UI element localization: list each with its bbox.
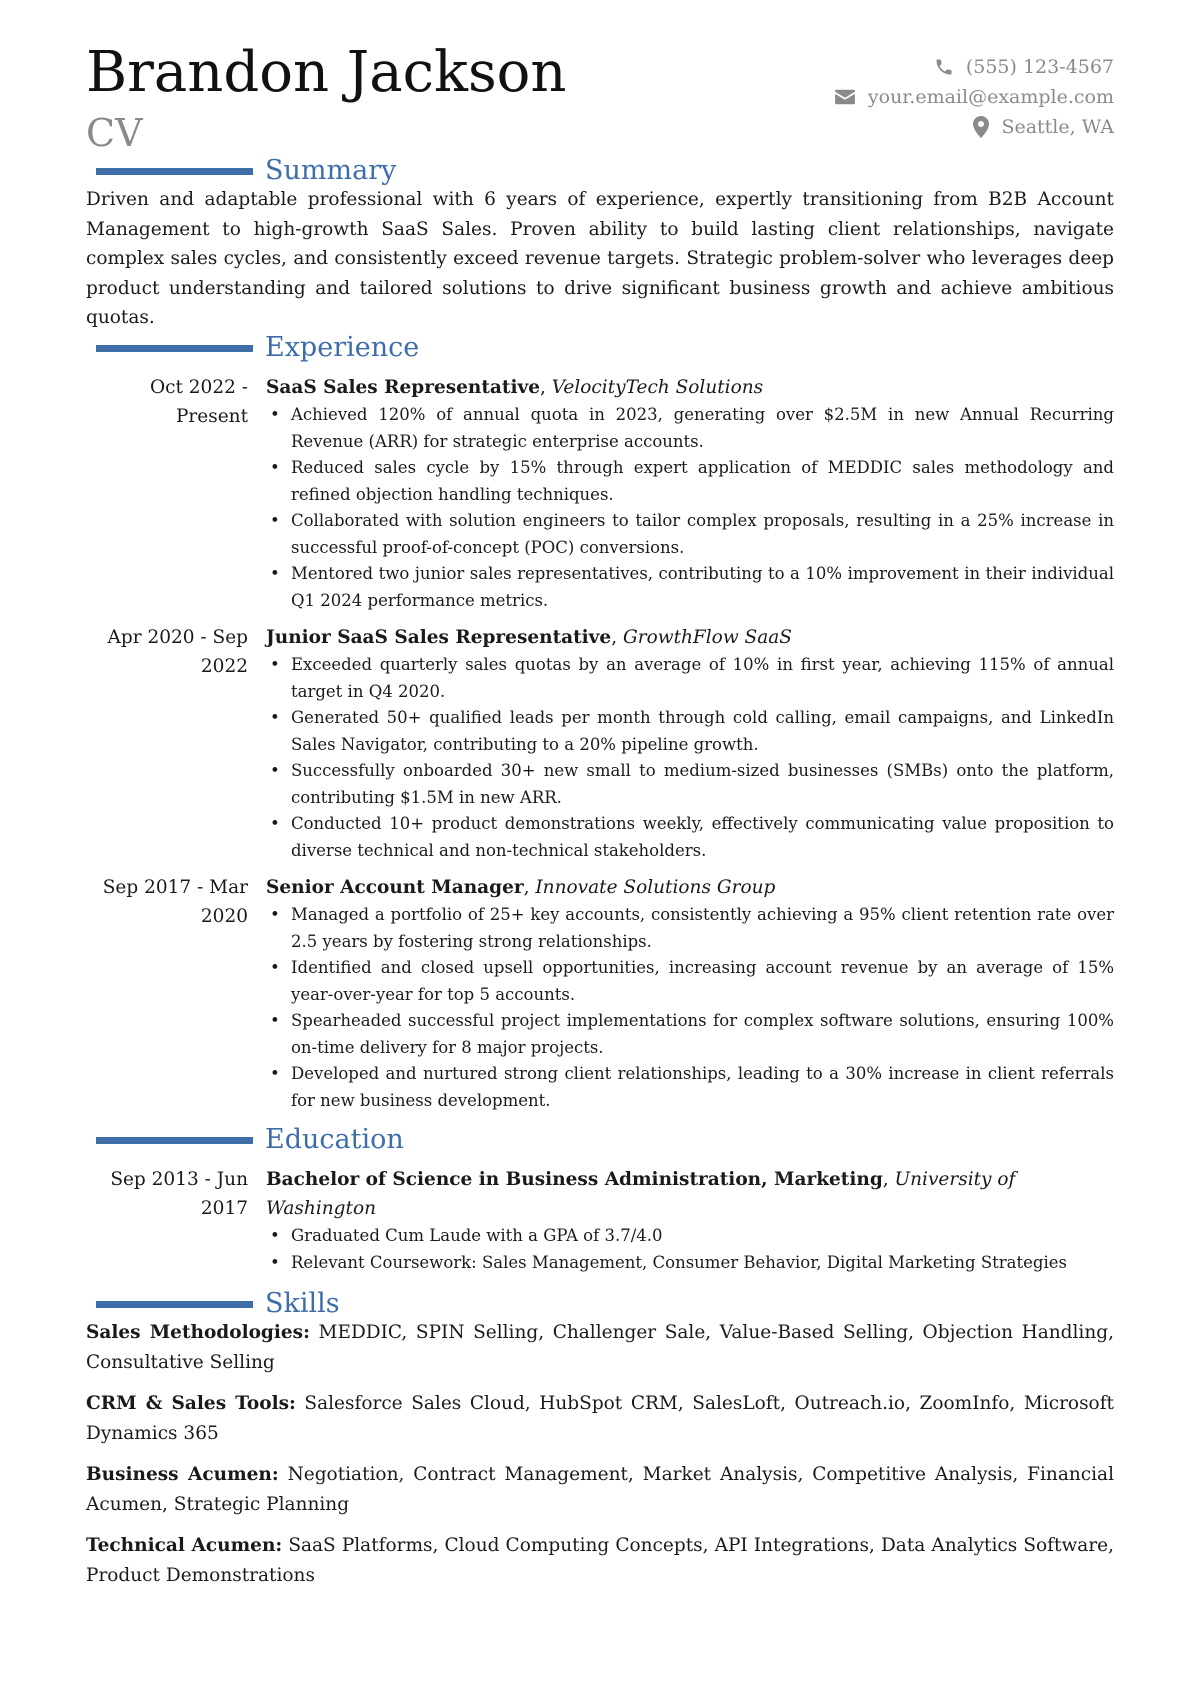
skill-item: [86, 1531, 1114, 1590]
section-bar: [96, 1137, 253, 1144]
phone-number[interactable]: (555) 123-4567: [965, 56, 1114, 78]
entry-role: Senior Account Manager: [266, 877, 524, 898]
bullet-item: • Managed a portfolio of 25+ key accounts, consistently achieving a 95% client retention rate over 2.5 years by fostering strong relationships.: [266, 902, 1114, 955]
contact-info: [834, 52, 1114, 142]
bullet-item: • Collaborated with solution engineers to tailor complex proposals, resulting in a 25% increase in successful proof-of-concept (POC) conversions.: [266, 508, 1114, 561]
skill-label: Sales Methodologies:: [86, 1322, 310, 1343]
summary-text: Driven and adaptable professional with 6 years of experience, expertly transitioning from B2B Account Management to high-growth SaaS Sales. Proven ability to build lasting client relationships, navigate complex sales cycles, and consistently exceed revenue targets. Strategic problem-solver who leverages deep product understanding and tailored solutions to drive significant business growth and achieve ambitious quotas.: [86, 189, 1114, 328]
entry-date: Sep 2017 - Mar 2020: [102, 877, 248, 927]
bullet-item: • Successfully onboarded 30+ new small to medium-sized businesses (SMBs) onto the platform, contributing $1.5M in new ARR.: [266, 758, 1114, 811]
entry-org: University of Washington: [266, 1169, 1016, 1219]
skill-value: SaaS Platforms, Cloud Computing Concepts, API Integrations, Data Analytics Software, Product Demonstrations: [86, 1535, 1114, 1586]
email-address[interactable]: your.email@example.com: [867, 86, 1114, 108]
skill-item: [86, 1389, 1114, 1448]
entry-heading: Junior SaaS Sales Representative, GrowthFlow SaaS: [266, 627, 792, 648]
section-title: Experience: [265, 332, 420, 363]
location-text: Seattle, WA: [1001, 116, 1114, 138]
entry-heading: SaaS Sales Representative, VelocityTech Solutions: [266, 377, 764, 398]
section-header-skills: [96, 1288, 340, 1320]
entry-heading: Bachelor of Science in Business Administration, Marketing, University of Washington: [266, 1169, 1016, 1219]
bullet-item: • Conducted 10+ product demonstrations weekly, effectively communicating value proposition to diverse technical and non-technical stakeholders.: [266, 811, 1114, 864]
bullet-item: • Spearheaded successful project implementations for complex software solutions, ensuring 100% on-time delivery for 8 major projects.: [266, 1008, 1114, 1061]
skill-value: MEDDIC, SPIN Selling, Challenger Sale, Value-Based Selling, Objection Handling, Consultative Selling: [86, 1322, 1114, 1373]
skill-label: Technical Acumen:: [86, 1535, 283, 1556]
skill-item: [86, 1318, 1114, 1377]
person-name: Brandon Jackson: [86, 40, 567, 105]
section-bar: [96, 1301, 253, 1308]
skills-list: [86, 1318, 1114, 1602]
entry-date: Sep 2013 - Jun 2017: [110, 1169, 248, 1219]
entry-org: Innovate Solutions Group: [535, 877, 776, 898]
document-type: CV: [86, 111, 143, 155]
section-title: Education: [265, 1124, 404, 1155]
skill-label: CRM & Sales Tools:: [86, 1393, 296, 1414]
entry-bullets: [266, 652, 1114, 864]
entry-role: SaaS Sales Representative: [266, 377, 540, 398]
entry-heading: Senior Account Manager, Innovate Solutions Group: [266, 877, 776, 898]
contact-location: [834, 112, 1114, 142]
bullet-item: • Exceeded quarterly sales quotas by an average of 10% in first year, achieving 115% of annual target in Q4 2020.: [266, 652, 1114, 705]
entry-role: Bachelor of Science in Business Administration, Marketing: [266, 1169, 883, 1190]
entry-date: Apr 2020 - Sep 2022: [107, 627, 248, 677]
bullet-item: • Developed and nurtured strong client relationships, leading to a 30% increase in client referrals for new business development.: [266, 1061, 1114, 1114]
contact-phone: [834, 52, 1114, 82]
contact-email: [834, 82, 1114, 112]
envelope-icon: [834, 88, 856, 106]
section-title: Summary: [265, 155, 397, 186]
section-header-summary: [96, 155, 396, 187]
skill-label: Business Acumen:: [86, 1464, 279, 1485]
entry-bullets: [266, 902, 1114, 1114]
skill-value: Negotiation, Contract Management, Market Analysis, Competitive Analysis, Financial Acumen, Strategic Planning: [86, 1464, 1115, 1515]
entry-role: Junior SaaS Sales Representative: [266, 627, 612, 648]
skill-value: Salesforce Sales Cloud, HubSpot CRM, SalesLoft, Outreach.io, ZoomInfo, Microsoft Dynamics 365: [86, 1393, 1114, 1444]
bullet-item: • Identified and closed upsell opportunities, increasing account revenue by an average of 15% year-over-year for top 5 accounts.: [266, 955, 1114, 1008]
entry-org: GrowthFlow SaaS: [622, 627, 792, 648]
map-pin-icon: [973, 116, 989, 138]
section-bar: [96, 168, 253, 175]
entry-bullets: [266, 1223, 1114, 1276]
bullet-item: • Relevant Coursework: Sales Management, Consumer Behavior, Digital Marketing Strategies: [266, 1250, 1114, 1277]
entry-bullets: [266, 402, 1114, 614]
section-title: Skills: [265, 1288, 340, 1319]
bullet-item: • Mentored two junior sales representatives, contributing to a 10% improvement in their individual Q1 2024 performance metrics.: [266, 561, 1114, 614]
skill-item: [86, 1460, 1114, 1519]
phone-icon: [934, 57, 954, 77]
bullet-item: • Generated 50+ qualified leads per month through cold calling, email campaigns, and LinkedIn Sales Navigator, contributing to a 20% pipeline growth.: [266, 705, 1114, 758]
section-header-education: [96, 1124, 404, 1156]
entry-date: Oct 2022 - Present: [149, 377, 248, 427]
bullet-item: • Graduated Cum Laude with a GPA of 3.7/4.0: [266, 1223, 1114, 1250]
entry-org: VelocityTech Solutions: [551, 377, 764, 398]
bullet-item: • Reduced sales cycle by 15% through expert application of MEDDIC sales methodology and refined objection handling techniques.: [266, 455, 1114, 508]
bullet-item: • Achieved 120% of annual quota in 2023, generating over $2.5M in new Annual Recurring Revenue (ARR) for strategic enterprise accounts.: [266, 402, 1114, 455]
section-bar: [96, 345, 253, 352]
section-header-experience: [96, 332, 419, 364]
